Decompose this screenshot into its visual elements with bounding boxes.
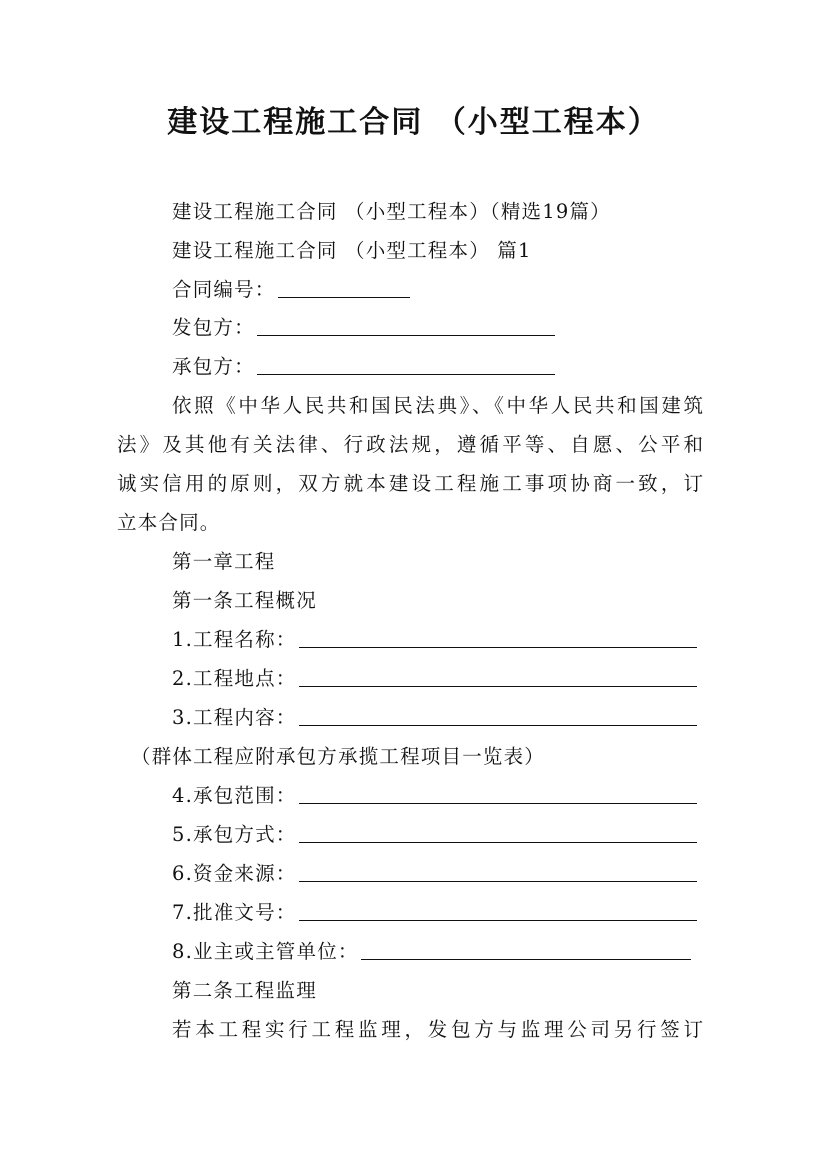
article-1-heading: 第一条工程概况 (172, 589, 317, 612)
item-blank (299, 822, 697, 843)
item-blank (299, 783, 697, 804)
preamble-line-2: 法》及其他有关法律、行政法规，遵循平等、自愿、公平和 (117, 433, 703, 456)
item-row (172, 821, 697, 849)
item-label: 4.承包范围： (172, 784, 297, 807)
contractor-blank (257, 354, 555, 375)
item-row (172, 665, 697, 693)
item-row (172, 860, 697, 888)
item-blank (299, 627, 697, 648)
item-label: 8.业主或主管单位： (172, 940, 359, 963)
item-note: （群体工程应附承包方承揽工程项目一览表） (131, 745, 546, 768)
item-label: 6.资金来源： (172, 862, 297, 885)
document-title: 建设工程施工合同 （小型工程本） (167, 105, 660, 140)
preamble-line-4: 立本合同。 (117, 511, 221, 534)
item-label: 7.批准文号： (172, 901, 297, 924)
item-blank (299, 861, 697, 882)
item-blank (299, 666, 697, 687)
contractor-row (172, 353, 555, 381)
item-row (172, 899, 697, 927)
item-row (172, 626, 697, 654)
issuer-blank (257, 315, 555, 336)
preamble-line-1: 依照《中华人民共和国民法典》、《中华人民共和国建筑 (172, 394, 703, 417)
item-blank (361, 939, 691, 960)
item-row (172, 938, 691, 966)
item-row (172, 782, 697, 810)
item-label: 2.工程地点： (172, 667, 297, 690)
article-2-heading: 第二条工程监理 (172, 979, 317, 1002)
part-heading: 建设工程施工合同 （小型工程本） 篇1 (172, 239, 532, 262)
contract-number-row (172, 276, 410, 304)
chapter-heading: 第一章工程 (172, 550, 276, 573)
preamble-line-3: 诚实信用的原则，双方就本建设工程施工事项协商一致，订 (117, 472, 703, 495)
item-label: 1.工程名称： (172, 628, 297, 651)
item-blank (299, 900, 697, 921)
item-row (172, 704, 697, 732)
contract-number-label: 合同编号： (172, 278, 276, 301)
item-label: 5.承包方式： (172, 823, 297, 846)
contract-number-blank (278, 277, 410, 298)
issuer-row (172, 314, 555, 342)
article-2-text: 若本工程实行工程监理，发包方与监理公司另行签订 (172, 1018, 703, 1041)
item-blank (299, 705, 697, 726)
document-subtitle: 建设工程施工合同 （小型工程本）（精选19篇） (172, 200, 611, 223)
item-label: 3.工程内容： (172, 706, 297, 729)
issuer-label: 发包方： (172, 316, 255, 339)
contractor-label: 承包方： (172, 355, 255, 378)
